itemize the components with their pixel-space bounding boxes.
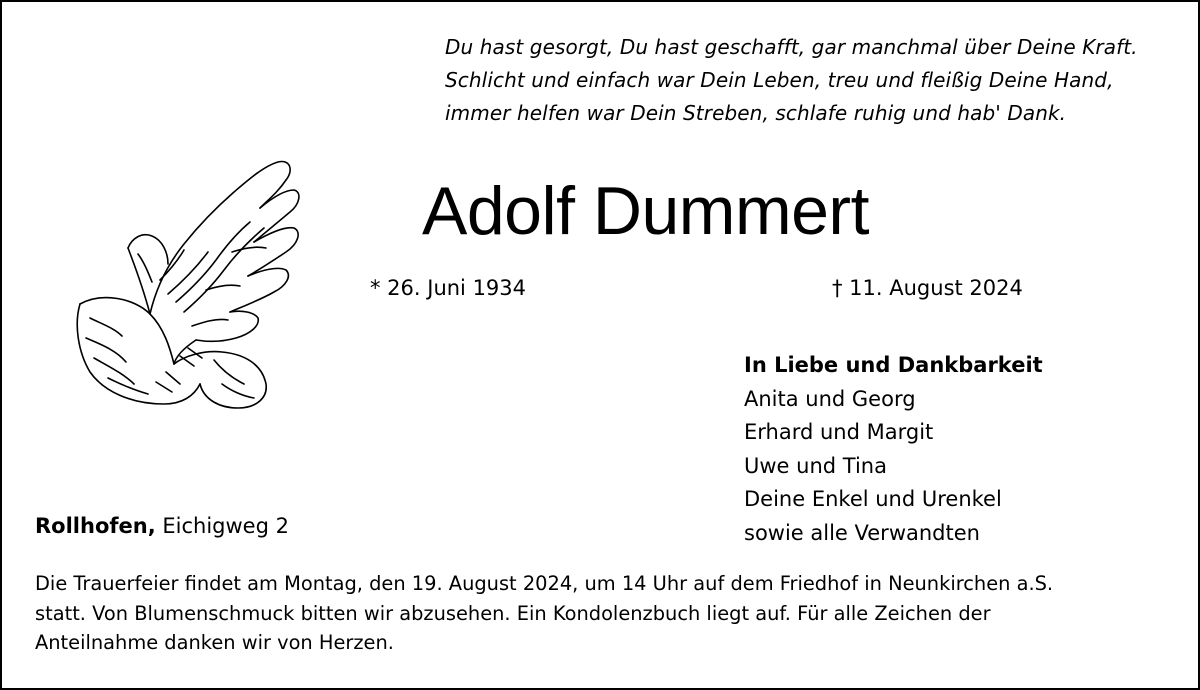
notice-line: Anteilnahme danken wir von Herzen. xyxy=(35,631,394,654)
poem-line: Du hast gesorgt, Du hast geschafft, gar manchmal über Deine Kraft. xyxy=(445,35,1138,59)
family-block xyxy=(744,349,1043,551)
family-heading: In Liebe und Dankbarkeit xyxy=(744,353,1043,377)
family-member: sowie alle Verwandten xyxy=(744,520,980,545)
address-town: Rollhofen, xyxy=(35,514,156,538)
poem-line: immer helfen war Dein Streben, schlafe ruhig und hab' Dank. xyxy=(445,101,1067,125)
poem-line: Schlicht und einfach war Dein Leben, treu und fleißig Deine Hand, xyxy=(445,68,1114,92)
family-member: Anita und Georg xyxy=(744,386,916,411)
address xyxy=(35,514,289,538)
notice-line: Die Trauerfeier findet am Montag, den 19. August 2024, um 14 Uhr auf dem Friedhof in Neunkirchen a.S. xyxy=(35,572,1054,595)
family-member: Uwe und Tina xyxy=(744,453,887,478)
memorial-poem xyxy=(445,31,1138,130)
notice-line: statt. Von Blumenschmuck bitten wir abzusehen. Ein Kondolenzbuch liegt auf. Für alle Zeichen der xyxy=(35,601,991,625)
address-street: Eichigweg 2 xyxy=(162,514,289,538)
funeral-notice xyxy=(35,569,1185,658)
family-member: Erhard und Margit xyxy=(744,420,934,445)
deceased-name: Adolf Dummert xyxy=(422,173,869,249)
praying-hands-icon xyxy=(72,152,302,412)
birth-date: * 26. Juni 1934 xyxy=(370,276,527,300)
death-date: † 11. August 2024 xyxy=(832,276,1023,300)
family-member: Deine Enkel und Urenkel xyxy=(744,487,1002,512)
